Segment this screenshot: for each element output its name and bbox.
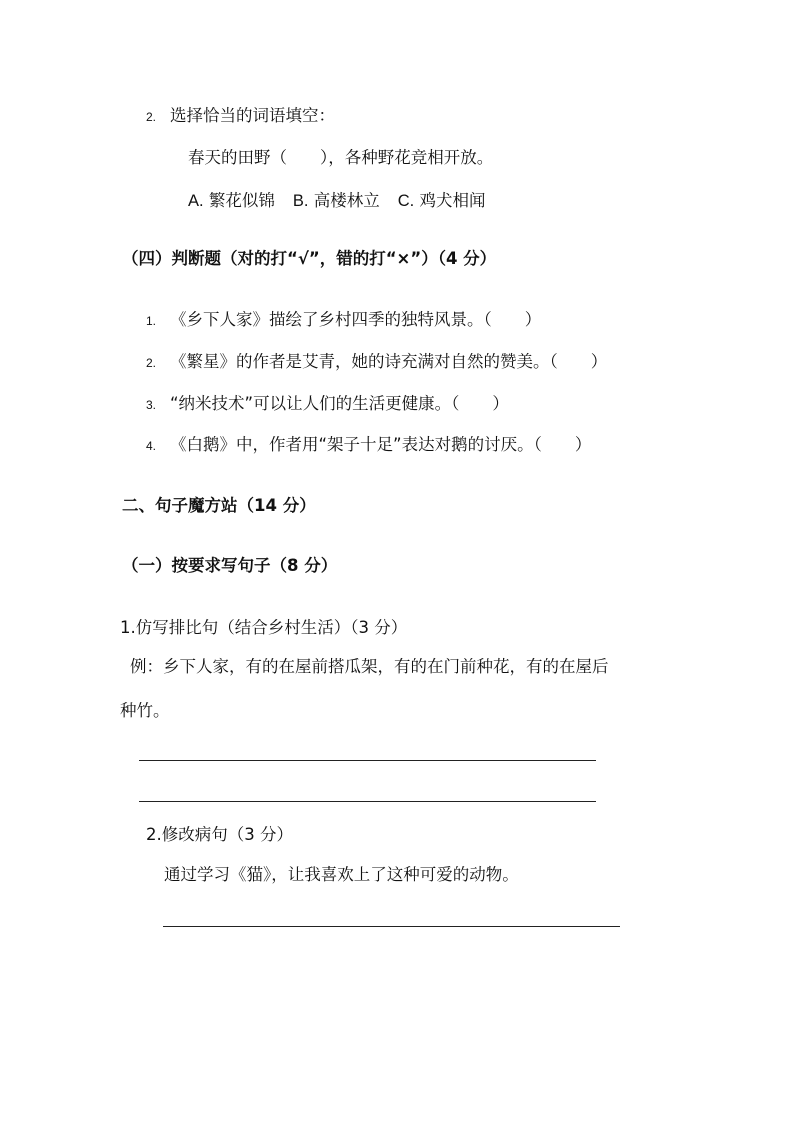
q2-number: 2.	[146, 110, 157, 124]
option-a-text: 繁花似锦	[208, 191, 275, 210]
task2-title: 2.修改病句（3 分）	[146, 825, 293, 844]
part2-heading: 二、句子魔方站（14 分）	[122, 496, 316, 515]
sub1-heading: （一）按要求写句子（8 分）	[122, 556, 338, 575]
judge-item-3-text: “纳米技术”可以让人们的生活更健康。（ ）	[170, 394, 509, 413]
q2-options	[188, 191, 485, 212]
task2-sentence: 通过学习《猫》，让我喜欢上了这种可爱的动物。	[164, 865, 519, 884]
task1-example-line2: 种竹。	[120, 701, 170, 720]
task2-answer-line[interactable]	[163, 926, 620, 927]
section4-heading: （四）判断题（对的打“√”，错的打“×”）（4 分）	[122, 249, 497, 268]
judge-item-2	[146, 352, 607, 372]
judge-item-4	[146, 435, 591, 455]
judge-item-3	[146, 394, 509, 414]
judge-item-1	[146, 310, 541, 330]
q2-prompt-line	[146, 106, 335, 126]
task1-answer-line-1[interactable]	[139, 760, 596, 761]
judge-item-1-number: 1.	[146, 314, 157, 328]
option-c-text: 鸡犬相闻	[419, 191, 486, 210]
option-b-text: 高楼林立	[313, 191, 380, 210]
judge-item-2-text: 《繁星》的作者是艾青，她的诗充满对自然的赞美。（ ）	[170, 352, 608, 371]
task1-title: 1.仿写排比句（结合乡村生活）（3 分）	[120, 618, 408, 637]
judge-item-4-number: 4.	[146, 439, 157, 453]
option-a-label: A.	[188, 192, 204, 210]
judge-item-3-number: 3.	[146, 398, 157, 412]
judge-item-4-text: 《白鹅》中，作者用“架子十足”表达对鹅的讨厌。（ ）	[170, 435, 592, 454]
option-b-label: B.	[292, 192, 309, 210]
option-c-label: C.	[397, 192, 415, 210]
judge-item-2-number: 2.	[146, 356, 157, 370]
q2-sentence: 春天的田野（ ），各种野花竞相开放。	[188, 148, 494, 167]
task1-example-line1: 例：乡下人家，有的在屋前搭瓜架，有的在门前种花，有的在屋后	[130, 657, 609, 676]
judge-item-1-text: 《乡下人家》描绘了乡村四季的独特风景。（ ）	[170, 310, 542, 329]
task1-answer-line-2[interactable]	[139, 801, 596, 802]
q2-prompt: 选择恰当的词语填空：	[170, 106, 335, 125]
